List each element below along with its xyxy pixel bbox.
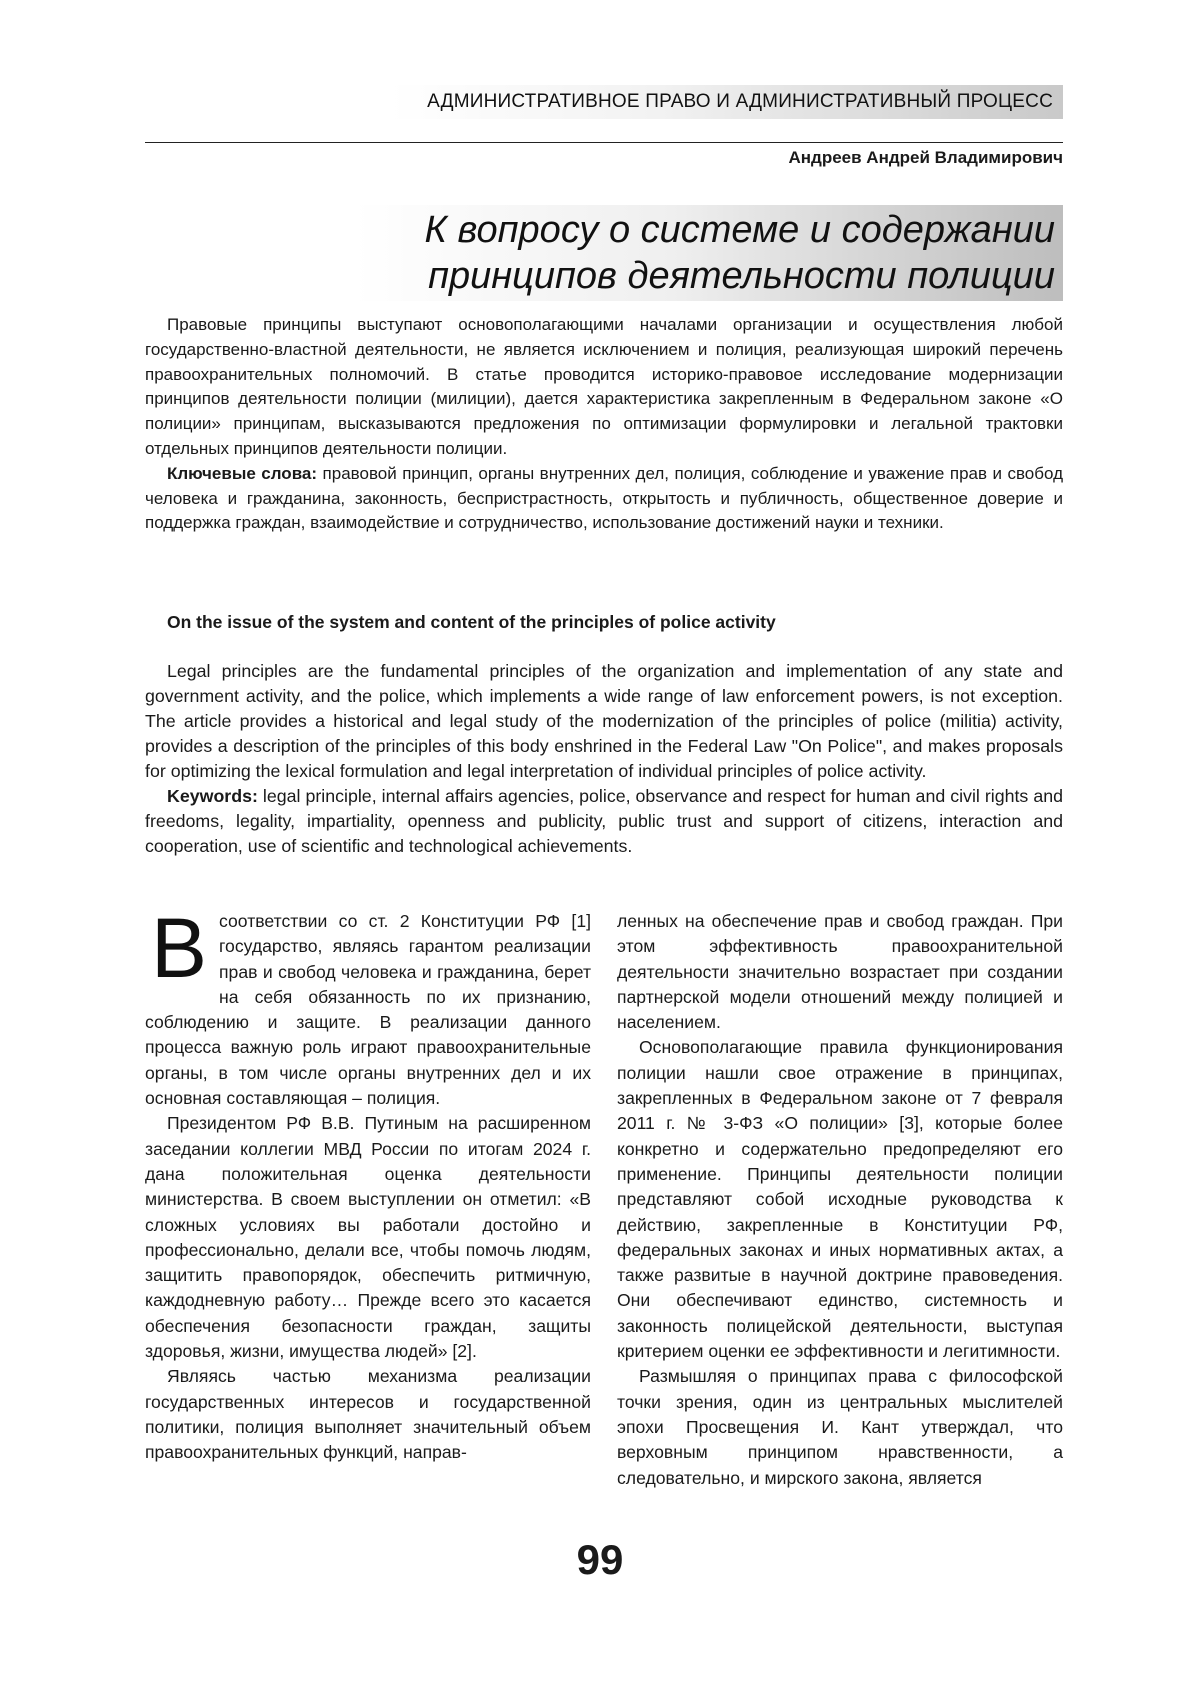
keywords-en [145, 784, 1063, 859]
paragraph: Основополагающие правила функционирования полиции нашли свое отражение в принципах, закрепленных в Федеральном законе от 7 февраля 2011 г. № 3-ФЗ «О полиции» [3], которые более конкретно и содержательно предопределяют его применение. Принципы деятельности полиции представляют собой исходные руководства к действию, закрепленные в Конституции РФ, федеральных законах и иных нормативных актах, а также развитые в научной доктрине правоведения. Они обеспечивают единство, системность и законность полицейской деятельности, выступая критерием оценки ее эффективности и легитимности. [617, 1037, 1063, 1362]
abstract-en [145, 659, 1063, 859]
english-title: On the issue of the system and content of the principles of police activity [167, 612, 776, 632]
body-column-left [145, 901, 591, 1466]
keywords-ru-label: Ключевые слова: [167, 463, 318, 483]
body-column-right [617, 909, 1063, 1491]
paragraph: ленных на обеспечение прав и свобод граждан. При этом эффективность правоохранительной деятельности значительно возрастает при создании партнерской модели отношений между полицией и населением. [617, 911, 1063, 1033]
paragraph [145, 901, 591, 1111]
article-title-line-2: принципов деятельности полиции [428, 255, 1055, 297]
article-title [355, 205, 1063, 301]
abstract-en-text: Legal principles are the fundamental principles of the organization and implementation of any state and government activity, and the police, which implements a wide range of law enforcement powers, is not exception. The article provides a historical and legal study of the modernization of the principles of police (militia) activity, provides a description of the principles of this body enshrined in the Federal Law "On Police", and makes proposals for optimizing the lexical formulation and legal interpretation of individual principles of police activity. [145, 661, 1063, 781]
paragraph: Являясь частью механизма реализации государственных интересов и государственной политики, полиция выполняет значительный объем правоохранительных функций, направ- [145, 1366, 591, 1463]
paragraph: Президентом РФ В.В. Путиным на расширенном заседании коллегии МВД России по итогам 2024 г. дана положительная оценка деятельности министерства. В своем выступлении он отметил: «В сложных условиях вы работали достойно и профессионально, делали все, чтобы помочь людям, защитить правопорядок, обеспечить ритмичную, каждодневную работу… Прежде всего это касается обеспечения безопасности граждан, защиты здоровья, жизни, имущества людей» [2]. [145, 1113, 591, 1362]
drop-cap: В [151, 901, 208, 995]
author-name: Андреев Андрей Владимирович [788, 148, 1063, 167]
keywords-en-text: legal principle, internal affairs agencies, police, observance and respect for human and civil rights and freedoms, legality, impartiality, openness and publicity, public trust and support of citizens, interaction and cooperation, use of scientific and technological achievements. [145, 786, 1063, 856]
paragraph: Размышляя о принципах права с философской точки зрения, один из центральных мыслителей эпохи Просвещения И. Кант утверждал, что верховным принципом нравственности, а следовательно, и мирского закона, является [617, 1366, 1063, 1488]
abstract-ru [145, 313, 1063, 536]
page-number: 99 [576, 1536, 624, 1583]
keywords-ru-text: правовой принцип, органы внутренних дел, полиция, соблюдение и уважение прав и свобод человека и гражданина, законность, беспристрастность, открытость и публичность, общественное доверие и поддержка граждан, взаимодействие и сотрудничество, использование достижений науки и техники. [145, 463, 1063, 533]
abstract-ru-text: Правовые принципы выступают основополагающими началами организации и осуществления любой государственно-властной деятельности, не является исключением и полиция, реализующая широкий перечень правоохранительных полномочий. В статье проводится историко-правовое исследование модернизации принципов деятельности полиции (милиции), дается характеристика закрепленным в Федеральном законе «О полиции» принципам, высказываются предложения по оптимизации формулировки и легальной трактовки отдельных принципов деятельности полиции. [145, 315, 1063, 458]
header-divider [145, 142, 1063, 143]
keywords-en-label: Keywords: [167, 786, 258, 806]
keywords-ru [145, 462, 1063, 536]
article-title-line-1: К вопросу о системе и содержании [424, 209, 1055, 251]
paragraph-text: соответствии со ст. 2 Конституции РФ [1] государство, являясь гарантом реализации прав и свобод человека и гражданина, берет на себя обязанность по их признанию, соблюдению и защите. В реализации данного процесса важную роль играют правоохранительные органы, в том числе органы внутренних дел и их основная составляющая – полиция. [145, 911, 591, 1109]
section-header: АДМИНИСТРАТИВНОЕ ПРАВО И АДМИНИСТРАТИВНЫЙ ПРОЦЕСС [390, 85, 1063, 119]
